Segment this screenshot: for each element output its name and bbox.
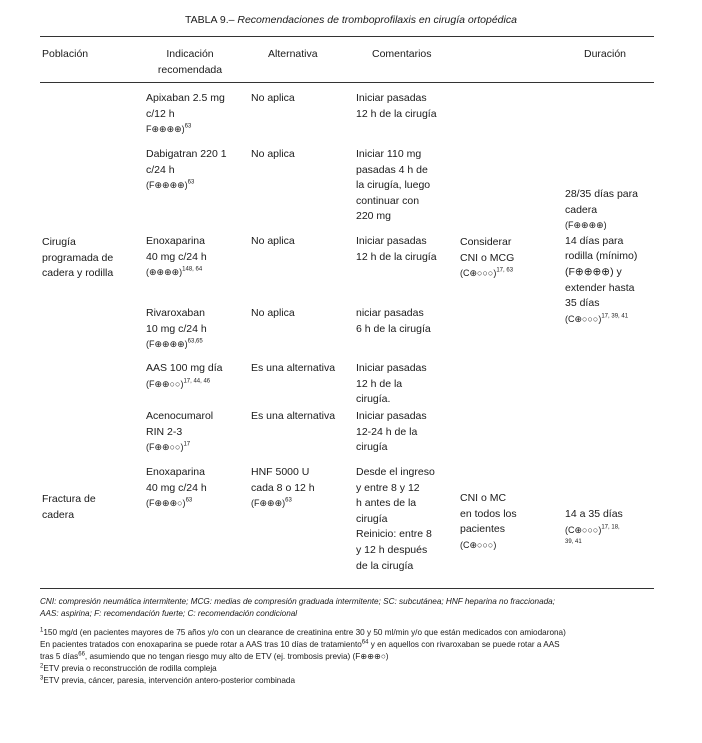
cell-line: HNF 5000 U [251, 466, 310, 478]
cell-line: cirugía [356, 512, 388, 525]
reference-sup: 148, 64 [182, 266, 203, 273]
table-row-3-comentarios [356, 234, 437, 265]
cell-line: Dabigatran 220 1 [146, 148, 227, 160]
footnote-3 [40, 675, 660, 687]
cell-line: Iniciar pasadas [356, 410, 427, 422]
footnote-1-line2 [40, 639, 660, 651]
cell-line: Considerar [460, 236, 512, 248]
grade-text: (C⊕○○○) [565, 524, 602, 535]
table-row-5-indicacion [146, 361, 222, 392]
table-row-6-comentarios [356, 409, 427, 456]
reference-sup: 63 [285, 497, 292, 504]
table-row-1-comentarios [356, 91, 437, 122]
grade-text: (F⊕⊕⊕) [251, 498, 286, 509]
group1-poblacion-line: cadera y rodilla [42, 267, 114, 280]
reference-sup: 17, 18, [601, 524, 620, 531]
reference-sup: 17 [183, 441, 191, 448]
cell-line [565, 312, 638, 328]
cell-line: AAS 100 mg día [146, 362, 223, 374]
group1-poblacion [42, 235, 113, 282]
cell-line: rodilla (mínimo) [565, 250, 638, 263]
cell-line [146, 122, 225, 138]
cell-line: 28/35 días para [565, 188, 638, 200]
cell-line: (F⊕⊕⊕⊕) y [565, 265, 622, 278]
cell-line: Iniciar pasadas [356, 92, 427, 104]
table-row-4-alternativa: No aplica [251, 307, 295, 319]
group2-comentarios [356, 465, 435, 574]
cell-line: Apixaban 2.5 mg [146, 92, 225, 104]
cell-line: Desde el ingreso [356, 466, 435, 478]
cell-line: c/24 h [146, 163, 175, 176]
footnote-abbreviations-line1: CNI: compresión neumática intermitente; MCG: medias de compresión graduada intermitente; SC: subcutánea; HNF heparina no fraccionada; [40, 597, 556, 606]
group1-poblacion-line: Cirugía [42, 236, 76, 248]
cell-line: 35 días [565, 297, 600, 310]
cell-line [146, 178, 227, 194]
cell-line: cirugía [356, 441, 388, 454]
reference-sup: 17, 44, 46 [183, 378, 211, 385]
header-indicacion [140, 47, 240, 78]
reference-sup: 63,65 [187, 338, 203, 345]
cell-line: 220 mg [356, 210, 392, 223]
grade-text: (⊕⊕⊕⊕) [146, 267, 183, 278]
top-rule [40, 36, 654, 37]
footnote-text: ETV previa, cáncer, paresia, intervención antero-posterior combinada [43, 676, 296, 685]
cell-line: cada 8 o 12 h [251, 481, 315, 494]
footnote-marker: 1 [40, 627, 44, 634]
cell-line [146, 337, 207, 353]
reference-sup: 66 [78, 651, 85, 658]
table-title-prefix: TABLA 9.– [185, 14, 235, 26]
cell-line: Iniciar 110 mg [356, 148, 422, 160]
cell-line: en todos los [460, 507, 517, 520]
cell-line: Reinicio: entre 8 [356, 528, 432, 541]
table-row-2-comentarios [356, 147, 430, 225]
table-row-6-alternativa: Es una alternativa [251, 410, 336, 422]
group2-alternativa [251, 465, 315, 512]
cell-line: pasadas 4 h de [356, 163, 428, 176]
table-row-1-alternativa: No aplica [251, 92, 295, 104]
header-poblacion: Población [42, 48, 89, 60]
cell-line [146, 377, 222, 393]
cell-line: 14 a 35 días [565, 508, 623, 520]
cell-line: 10 mg c/24 h [146, 322, 207, 335]
footnote-text: ETV previa o reconstrucción de rodilla compleja [43, 664, 217, 673]
footnote-text: , asumiendo que no tengan riesgo muy alto de ETV (ej. trombosis previa) (F⊕⊕⊕○) [84, 652, 389, 661]
cell-line: pacientes [460, 523, 505, 536]
footnote-text: En pacientes tratados con enoxaparina se puede rotar a AAS tras 10 días de tratamiento [40, 640, 362, 649]
grade-text: (F⊕⊕⊕⊕) [146, 180, 188, 191]
grade-text: (F⊕⊕⊕⊕) [565, 220, 607, 231]
group2-duracion [565, 507, 623, 546]
table-title [0, 14, 702, 26]
table-row-5-alternativa: Es una alternativa [251, 362, 336, 374]
reference-sup: 63 [187, 179, 195, 186]
cell-line: h antes de la [356, 497, 417, 510]
reference-sup: 64 [361, 639, 369, 646]
cell-line [460, 266, 514, 282]
footnote-2 [40, 663, 660, 675]
table-row-4-comentarios [356, 306, 431, 337]
cell-line: cadera [42, 508, 75, 521]
cell-line: Iniciar pasadas [356, 362, 427, 374]
cell-line [565, 523, 623, 539]
table-row-2-indicacion [146, 147, 227, 194]
table-title-text: Recomendaciones de tromboprofilaxis en cirugía ortopédica [237, 14, 517, 26]
grade-text: (F⊕⊕⊕○) [146, 498, 186, 509]
cell-line: Enoxaparina [146, 466, 205, 478]
grade-text: (C⊕○○○) [565, 313, 602, 324]
cell-line: Enoxaparina [146, 235, 205, 247]
group1-duracion [565, 187, 638, 327]
cell-line: y entre 8 y 12 [356, 481, 420, 494]
cell-line: Fractura de [42, 493, 96, 505]
footnote-abbreviations-line2: AAS: aspirina; F: recomendación fuerte; C: recomendación condicional [40, 609, 298, 618]
table-row-3-indicacion [146, 234, 207, 281]
group1-considerar [460, 235, 514, 282]
table-row-3-alternativa: No aplica [251, 235, 295, 247]
grade-text: (F⊕⊕○○) [146, 442, 184, 453]
cell-line: 12 h de la [356, 377, 403, 390]
header-rule [40, 82, 654, 83]
cell-line: CNI o MCG [460, 251, 515, 264]
cell-line: 40 mg c/24 h [146, 481, 207, 494]
reference-sup: 17, 39, 41 [601, 313, 629, 320]
footnote-marker: 3 [40, 675, 44, 682]
cell-line: 12 h de la cirugía [356, 107, 437, 120]
bottom-rule [40, 588, 654, 589]
cell-line: Rivaroxaban [146, 307, 205, 319]
reference-sup: 63 [184, 123, 192, 130]
cell-line: c/12 h [146, 107, 175, 120]
table-row-2-alternativa: No aplica [251, 148, 295, 160]
cell-line [251, 496, 315, 512]
header-indicacion-line1: Indicación [166, 48, 214, 60]
cell-line [146, 496, 207, 512]
cell-line: la cirugía, luego [356, 179, 431, 192]
cell-line: continuar con [356, 194, 420, 207]
header-comentarios: Comentarios [372, 48, 432, 60]
footnote-text: tras 5 días [40, 652, 79, 661]
cell-line: 12 h de la cirugía [356, 250, 437, 263]
cell-line: CNI o MC [460, 492, 507, 504]
footnote-1-line3 [40, 651, 660, 663]
footnote-1-line1 [40, 627, 660, 639]
header-alternativa: Alternativa [268, 48, 318, 60]
cell-line: extender hasta [565, 281, 635, 294]
table-row-5-comentarios [356, 361, 427, 408]
grade-text: F⊕⊕⊕⊕) [146, 124, 185, 135]
cell-line: niciar pasadas [356, 307, 424, 319]
cell-line: 39, 41 [565, 539, 582, 546]
cell-line: Acenocumarol [146, 410, 214, 422]
header-indicacion-line2: recomendada [157, 63, 223, 76]
cell-line: 6 h de la cirugía [356, 322, 431, 335]
grade-text: (F⊕⊕○○) [146, 378, 184, 389]
cell-line: y 12 h después [356, 543, 428, 556]
reference-sup: 17, 63 [496, 267, 514, 274]
cell-line: RIN 2-3 [146, 425, 183, 438]
footnote-marker: 2 [40, 663, 44, 670]
group1-poblacion-line: programada de [42, 251, 114, 264]
cell-line [146, 440, 213, 456]
table-row-1-indicacion [146, 91, 225, 138]
cell-line [146, 265, 207, 281]
group2-considerar [460, 491, 517, 553]
cell-line: Iniciar pasadas [356, 235, 427, 247]
group2-poblacion [42, 492, 96, 523]
cell-line: cirugía. [356, 393, 391, 406]
cell-line: 14 días para [565, 234, 624, 247]
footnote-text: 150 mg/d (en pacientes mayores de 75 años y/o con un clearance de creatinina entre 30 y 50 ml/min y/o que están medicados con amiodarona) [43, 628, 566, 637]
grade-text: (F⊕⊕⊕⊕) [146, 339, 188, 350]
reference-sup: 63 [185, 497, 193, 504]
group2-indicacion [146, 465, 207, 512]
header-duracion: Duración [584, 48, 627, 60]
table-row-4-indicacion [146, 306, 207, 353]
grade-text: (C⊕○○○) [460, 268, 497, 279]
footnote-text: y en aquellos con rivaroxaban se puede rotar a AAS [368, 640, 560, 649]
cell-line: cadera [565, 203, 598, 216]
cell-line: 12-24 h de la [356, 425, 418, 438]
table-row-6-indicacion [146, 409, 213, 456]
grade-text: (C⊕○○○) [460, 539, 497, 550]
cell-line: de la cirugía [356, 559, 414, 572]
cell-line: 40 mg c/24 h [146, 250, 207, 263]
